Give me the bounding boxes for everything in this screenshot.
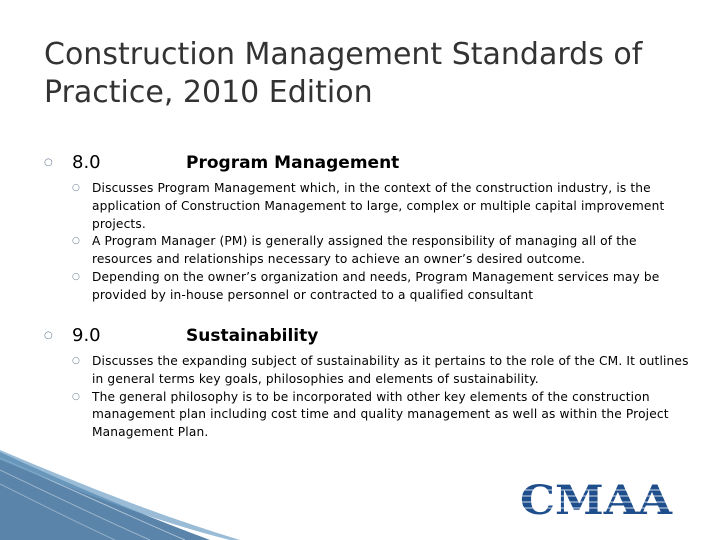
section-heading: [44, 323, 694, 349]
bullet-list: [44, 353, 694, 442]
list-item: [44, 233, 694, 269]
list-item: [44, 269, 694, 305]
list-item: [44, 389, 694, 442]
bullet-text: Discusses Program Management which, in the context of the construction industry, is the application of Construction Management to large, complex or multiple capital improvement projects.: [92, 181, 665, 231]
list-item: [44, 180, 694, 233]
circle-bullet-icon: ○: [44, 330, 53, 341]
section-sustainability: [44, 323, 694, 442]
circle-bullet-icon: ○: [72, 271, 81, 282]
circle-bullet-icon: ○: [72, 183, 81, 193]
bullet-list: [44, 180, 694, 305]
circle-bullet-icon: ○: [72, 236, 81, 247]
section-number: 9.0: [72, 325, 101, 346]
bullet-text: A Program Manager (PM) is generally assigned the responsibility of managing all of the resources and relationships necessary to achieve an owner’s desired outcome.: [92, 234, 637, 267]
section-number: 8.0: [72, 152, 101, 173]
section-heading: [44, 150, 694, 176]
list-item: [44, 353, 694, 389]
section-name: Sustainability: [186, 326, 319, 346]
bullet-text: Discusses the expanding subject of sustainability as it pertains to the role of the CM. It outlines in general terms key goals, philosophies and elements of sustainability.: [92, 354, 689, 386]
circle-bullet-icon: ○: [72, 356, 81, 366]
cmaa-logo: [518, 478, 674, 520]
logo-text: CMAA: [520, 478, 674, 520]
circle-bullet-icon: ○: [44, 157, 53, 168]
circle-bullet-icon: ○: [72, 391, 81, 402]
bullet-text: Depending on the owner’s organization and needs, Program Management services may be provided by in-house personnel or contracted to a qualified consultant: [92, 269, 660, 302]
slide-title: Construction Management Standards of Practice, 2010 Edition: [44, 37, 643, 110]
section-program-management: [44, 150, 694, 305]
bullet-text: The general philosophy is to be incorporated with other key elements of the construction management plan including cost time and quality management as well as within the Project Management Plan.: [92, 389, 669, 440]
section-name: Program Management: [186, 153, 400, 173]
